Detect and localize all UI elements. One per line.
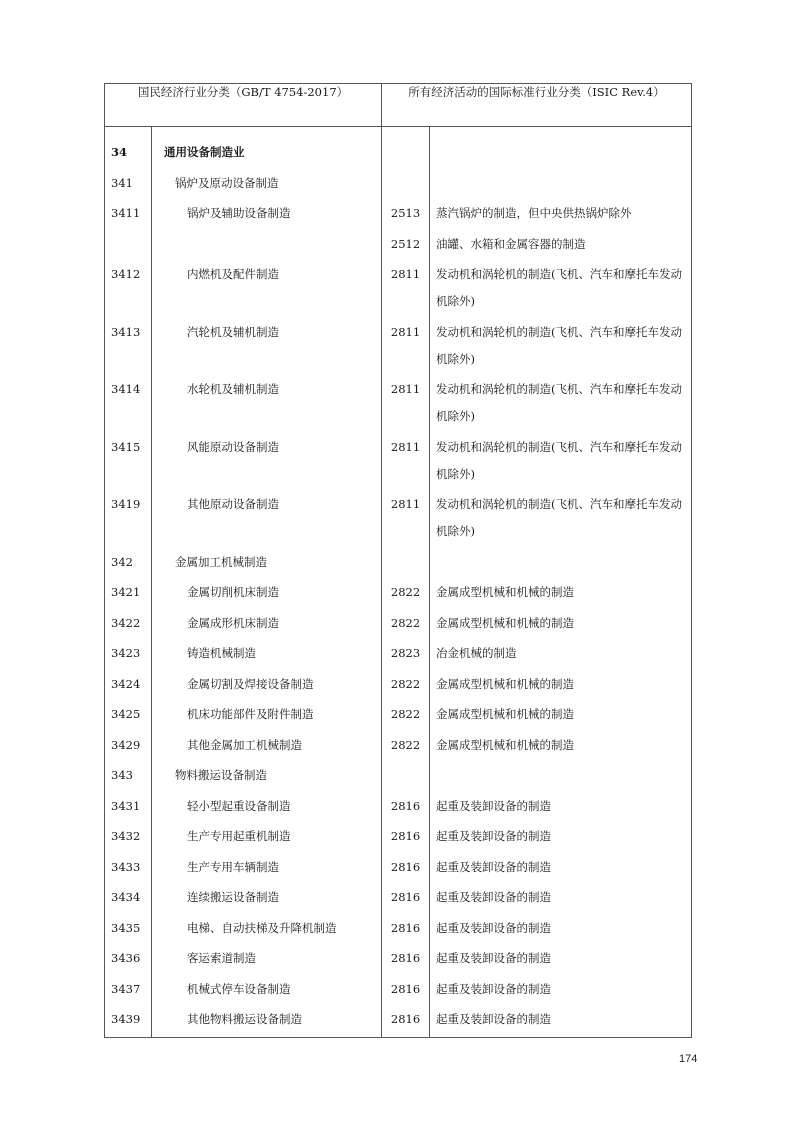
table-row bbox=[105, 852, 692, 883]
table-row bbox=[105, 168, 692, 199]
row-isic-description bbox=[430, 760, 692, 791]
row-name: 铸造机械制造 bbox=[152, 638, 382, 669]
row-isic-code: 2811 bbox=[382, 489, 430, 547]
row-name: 金属成形机床制造 bbox=[152, 608, 382, 639]
row-code: 3431 bbox=[105, 791, 152, 822]
row-isic-description: 冶金机械的制造 bbox=[430, 638, 692, 669]
classification-table bbox=[104, 83, 692, 1038]
row-isic-description: 起重及装卸设备的制造 bbox=[430, 852, 692, 883]
row-isic-description: 起重及装卸设备的制造 bbox=[430, 974, 692, 1005]
row-isic-description: 发动机和涡轮机的制造(飞机、汽车和摩托车发动机除外) bbox=[430, 489, 692, 547]
row-name: 其他物料搬运设备制造 bbox=[152, 1004, 382, 1037]
row-isic-code: 2811 bbox=[382, 259, 430, 317]
row-isic-description: 油罐、水箱和金属容器的制造 bbox=[430, 229, 692, 260]
row-code: 3411 bbox=[105, 198, 152, 229]
table-row bbox=[105, 432, 692, 490]
table-row bbox=[105, 638, 692, 669]
row-name: 机械式停车设备制造 bbox=[152, 974, 382, 1005]
row-name: 金属切割及焊接设备制造 bbox=[152, 669, 382, 700]
row-isic-description: 起重及装卸设备的制造 bbox=[430, 1004, 692, 1037]
row-name: 物料搬运设备制造 bbox=[152, 760, 382, 791]
row-isic-code: 2811 bbox=[382, 374, 430, 432]
row-isic-code bbox=[382, 760, 430, 791]
table-row bbox=[105, 374, 692, 432]
row-code: 3432 bbox=[105, 821, 152, 852]
row-name: 锅炉及原动设备制造 bbox=[152, 168, 382, 199]
table-row bbox=[105, 489, 692, 547]
row-name: 其他原动设备制造 bbox=[152, 489, 382, 547]
row-code: 3419 bbox=[105, 489, 152, 547]
table-row bbox=[105, 943, 692, 974]
row-name: 其他金属加工机械制造 bbox=[152, 730, 382, 761]
row-isic-description: 起重及装卸设备的制造 bbox=[430, 913, 692, 944]
row-isic-code bbox=[382, 168, 430, 199]
table-row bbox=[105, 229, 692, 260]
row-isic-description: 发动机和涡轮机的制造(飞机、汽车和摩托车发动机除外) bbox=[430, 374, 692, 432]
row-isic-code bbox=[382, 127, 430, 168]
row-isic-description: 发动机和涡轮机的制造(飞机、汽车和摩托车发动机除外) bbox=[430, 317, 692, 375]
row-name: 客运索道制造 bbox=[152, 943, 382, 974]
row-code: 3429 bbox=[105, 730, 152, 761]
table-row bbox=[105, 259, 692, 317]
row-isic-code: 2512 bbox=[382, 229, 430, 260]
row-code: 3437 bbox=[105, 974, 152, 1005]
row-code: 3424 bbox=[105, 669, 152, 700]
row-isic-code bbox=[382, 547, 430, 578]
table-row bbox=[105, 577, 692, 608]
row-isic-description: 金属成型机械和机械的制造 bbox=[430, 669, 692, 700]
row-isic-description: 蒸汽锅炉的制造，但中央供热锅炉除外 bbox=[430, 198, 692, 229]
page-number: 174 bbox=[679, 1053, 698, 1065]
row-name: 通用设备制造业 bbox=[152, 127, 382, 168]
row-isic-code: 2816 bbox=[382, 821, 430, 852]
header-isic: 所有经济活动的国际标准行业分类（ISIC Rev.4） bbox=[382, 84, 692, 127]
row-name: 锅炉及辅助设备制造 bbox=[152, 198, 382, 229]
row-isic-description: 金属成型机械和机械的制造 bbox=[430, 699, 692, 730]
row-isic-description bbox=[430, 547, 692, 578]
row-isic-description: 发动机和涡轮机的制造(飞机、汽车和摩托车发动机除外) bbox=[430, 432, 692, 490]
row-code: 3423 bbox=[105, 638, 152, 669]
row-isic-description: 起重及装卸设备的制造 bbox=[430, 882, 692, 913]
row-isic-code: 2811 bbox=[382, 432, 430, 490]
table-header-row bbox=[105, 84, 692, 127]
row-isic-code: 2816 bbox=[382, 1004, 430, 1037]
row-isic-code: 2816 bbox=[382, 882, 430, 913]
row-code bbox=[105, 229, 152, 260]
row-code: 3433 bbox=[105, 852, 152, 883]
row-code: 343 bbox=[105, 760, 152, 791]
row-code: 34 bbox=[105, 127, 152, 168]
row-name: 生产专用起重机制造 bbox=[152, 821, 382, 852]
row-code: 3415 bbox=[105, 432, 152, 490]
table-row bbox=[105, 974, 692, 1005]
row-name: 汽轮机及辅机制造 bbox=[152, 317, 382, 375]
row-isic-code: 2816 bbox=[382, 974, 430, 1005]
row-code: 3413 bbox=[105, 317, 152, 375]
table-row bbox=[105, 608, 692, 639]
row-isic-code: 2822 bbox=[382, 608, 430, 639]
row-name: 生产专用车辆制造 bbox=[152, 852, 382, 883]
row-isic-code: 2822 bbox=[382, 669, 430, 700]
table-row bbox=[105, 821, 692, 852]
row-name: 金属加工机械制造 bbox=[152, 547, 382, 578]
row-isic-description: 金属成型机械和机械的制造 bbox=[430, 730, 692, 761]
row-isic-description: 起重及装卸设备的制造 bbox=[430, 791, 692, 822]
row-isic-code: 2513 bbox=[382, 198, 430, 229]
row-isic-description: 金属成型机械和机械的制造 bbox=[430, 608, 692, 639]
row-name: 机床功能部件及附件制造 bbox=[152, 699, 382, 730]
row-isic-code: 2811 bbox=[382, 317, 430, 375]
row-isic-code: 2816 bbox=[382, 943, 430, 974]
row-isic-code: 2816 bbox=[382, 852, 430, 883]
table-row bbox=[105, 669, 692, 700]
row-isic-code: 2816 bbox=[382, 913, 430, 944]
table-row bbox=[105, 127, 692, 168]
row-code: 3421 bbox=[105, 577, 152, 608]
row-name: 风能原动设备制造 bbox=[152, 432, 382, 490]
row-name: 内燃机及配件制造 bbox=[152, 259, 382, 317]
header-gbt: 国民经济行业分类（GB/T 4754-2017） bbox=[105, 84, 382, 127]
row-code: 342 bbox=[105, 547, 152, 578]
table-row bbox=[105, 198, 692, 229]
row-isic-description: 发动机和涡轮机的制造(飞机、汽车和摩托车发动机除外) bbox=[430, 259, 692, 317]
table-row bbox=[105, 1004, 692, 1037]
row-isic-description: 起重及装卸设备的制造 bbox=[430, 943, 692, 974]
row-isic-code: 2823 bbox=[382, 638, 430, 669]
table-row bbox=[105, 317, 692, 375]
row-code: 3412 bbox=[105, 259, 152, 317]
row-isic-code: 2822 bbox=[382, 577, 430, 608]
row-isic-code: 2816 bbox=[382, 791, 430, 822]
row-code: 341 bbox=[105, 168, 152, 199]
table-row bbox=[105, 730, 692, 761]
table-row bbox=[105, 760, 692, 791]
table-row bbox=[105, 547, 692, 578]
table-row bbox=[105, 699, 692, 730]
row-isic-code: 2822 bbox=[382, 730, 430, 761]
table-row bbox=[105, 913, 692, 944]
row-code: 3439 bbox=[105, 1004, 152, 1037]
row-isic-description bbox=[430, 168, 692, 199]
row-isic-description: 起重及装卸设备的制造 bbox=[430, 821, 692, 852]
row-code: 3422 bbox=[105, 608, 152, 639]
row-code: 3414 bbox=[105, 374, 152, 432]
row-name: 连续搬运设备制造 bbox=[152, 882, 382, 913]
row-name bbox=[152, 229, 382, 260]
row-isic-code: 2822 bbox=[382, 699, 430, 730]
row-isic-description: 金属成型机械和机械的制造 bbox=[430, 577, 692, 608]
table-row bbox=[105, 882, 692, 913]
row-isic-description bbox=[430, 127, 692, 168]
row-name: 金属切削机床制造 bbox=[152, 577, 382, 608]
row-code: 3434 bbox=[105, 882, 152, 913]
row-name: 轻小型起重设备制造 bbox=[152, 791, 382, 822]
row-name: 电梯、自动扶梯及升降机制造 bbox=[152, 913, 382, 944]
row-name: 水轮机及辅机制造 bbox=[152, 374, 382, 432]
row-code: 3425 bbox=[105, 699, 152, 730]
row-code: 3435 bbox=[105, 913, 152, 944]
table-row bbox=[105, 791, 692, 822]
row-code: 3436 bbox=[105, 943, 152, 974]
